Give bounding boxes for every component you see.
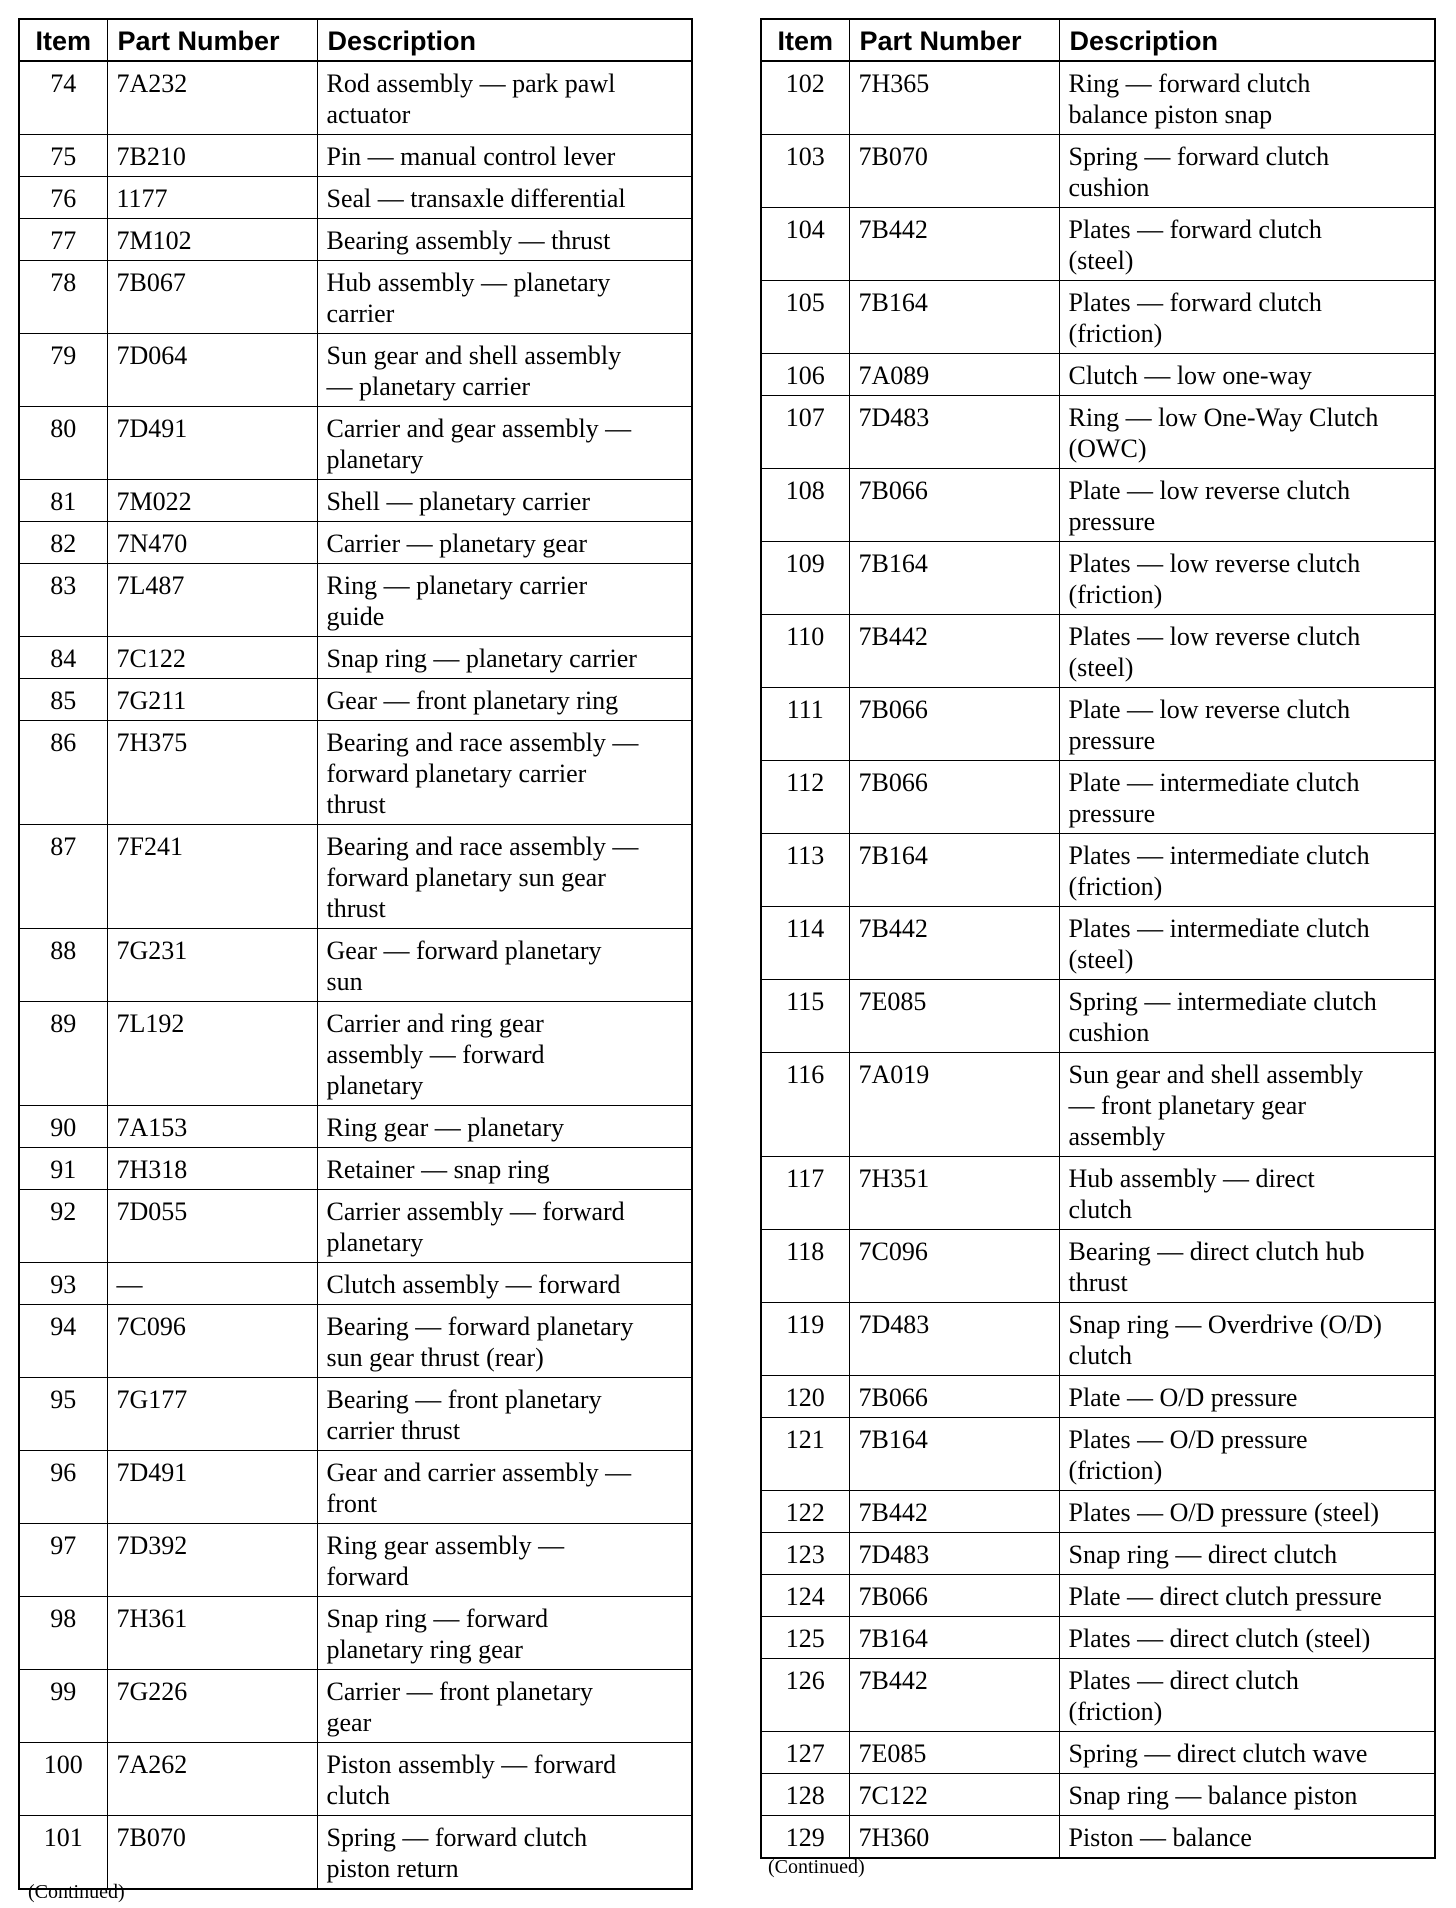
item-number-cell: 118 [761, 1230, 849, 1303]
description-cell: Sun gear and shell assembly — planetary carrier [317, 334, 692, 407]
table-row [19, 1002, 692, 1106]
part-number-cell: 7C096 [849, 1230, 1059, 1303]
part-number-cell: 7L192 [107, 1002, 317, 1106]
item-number-cell: 129 [761, 1816, 849, 1859]
table-row [761, 281, 1435, 354]
part-number-cell: — [107, 1263, 317, 1305]
table-row [19, 407, 692, 480]
item-number-cell: 75 [19, 135, 107, 177]
part-number-cell: 7H360 [849, 1816, 1059, 1859]
item-number-cell: 74 [19, 61, 107, 135]
table-row [761, 542, 1435, 615]
part-number-cell: 7H375 [107, 721, 317, 825]
part-number-cell: 7B442 [849, 208, 1059, 281]
part-number-cell: 7A153 [107, 1106, 317, 1148]
table-row [19, 721, 692, 825]
description-cell: Clutch assembly — forward [317, 1263, 692, 1305]
item-number-cell: 109 [761, 542, 849, 615]
description-cell: Bearing — forward planetary sun gear thrust (rear) [317, 1305, 692, 1378]
table-row [19, 261, 692, 334]
description-cell: Carrier — planetary gear [317, 522, 692, 564]
description-cell: Plate — intermediate clutch pressure [1059, 761, 1435, 834]
item-number-cell: 110 [761, 615, 849, 688]
column-header-part-number: Part Number [107, 19, 317, 61]
item-number-cell: 115 [761, 980, 849, 1053]
description-cell: Ring — planetary carrier guide [317, 564, 692, 637]
table-row [19, 61, 692, 135]
description-cell: Hub assembly — direct clutch [1059, 1157, 1435, 1230]
item-number-cell: 107 [761, 396, 849, 469]
part-number-cell: 7D483 [849, 1303, 1059, 1376]
item-number-cell: 119 [761, 1303, 849, 1376]
item-number-cell: 79 [19, 334, 107, 407]
description-cell: Bearing assembly — thrust [317, 219, 692, 261]
part-number-cell: 7B442 [849, 1659, 1059, 1732]
table-row [761, 834, 1435, 907]
part-number-cell: 7A232 [107, 61, 317, 135]
item-number-cell: 87 [19, 825, 107, 929]
description-cell: Snap ring — Overdrive (O/D) clutch [1059, 1303, 1435, 1376]
part-number-cell: 7D055 [107, 1190, 317, 1263]
part-number-cell: 7H351 [849, 1157, 1059, 1230]
table-row [761, 1816, 1435, 1859]
parts-table-right [760, 18, 1436, 1859]
part-number-cell: 7A262 [107, 1743, 317, 1816]
item-number-cell: 105 [761, 281, 849, 354]
table-row [19, 480, 692, 522]
table-header-row [19, 19, 692, 61]
description-cell: Plate — direct clutch pressure [1059, 1575, 1435, 1617]
item-number-cell: 92 [19, 1190, 107, 1263]
part-number-cell: 7A019 [849, 1053, 1059, 1157]
part-number-cell: 7B066 [849, 1575, 1059, 1617]
part-number-cell: 7C122 [849, 1774, 1059, 1816]
item-number-cell: 121 [761, 1418, 849, 1491]
item-number-cell: 112 [761, 761, 849, 834]
table-row [761, 1732, 1435, 1774]
description-cell: Spring — forward clutch cushion [1059, 135, 1435, 208]
item-number-cell: 89 [19, 1002, 107, 1106]
item-number-cell: 127 [761, 1732, 849, 1774]
description-cell: Piston assembly — forward clutch [317, 1743, 692, 1816]
item-number-cell: 90 [19, 1106, 107, 1148]
description-cell: Hub assembly — planetary carrier [317, 261, 692, 334]
part-number-cell: 1177 [107, 177, 317, 219]
part-number-cell: 7B070 [107, 1816, 317, 1890]
table-row [19, 1148, 692, 1190]
item-number-cell: 76 [19, 177, 107, 219]
description-cell: Spring — intermediate clutch cushion [1059, 980, 1435, 1053]
item-number-cell: 85 [19, 679, 107, 721]
item-number-cell: 91 [19, 1148, 107, 1190]
item-number-cell: 77 [19, 219, 107, 261]
part-number-cell: 7B164 [849, 281, 1059, 354]
description-cell: Plates — low reverse clutch (friction) [1059, 542, 1435, 615]
item-number-cell: 83 [19, 564, 107, 637]
part-number-cell: 7G177 [107, 1378, 317, 1451]
table-row [19, 1378, 692, 1451]
table-row [19, 564, 692, 637]
column-header-description: Description [317, 19, 692, 61]
table-row [19, 825, 692, 929]
table-row [761, 396, 1435, 469]
part-number-cell: 7D483 [849, 1533, 1059, 1575]
part-number-cell: 7B066 [849, 761, 1059, 834]
item-number-cell: 102 [761, 61, 849, 135]
table-row [761, 615, 1435, 688]
description-cell: Plate — O/D pressure [1059, 1376, 1435, 1418]
description-cell: Plates — forward clutch (steel) [1059, 208, 1435, 281]
description-cell: Plates — intermediate clutch (friction) [1059, 834, 1435, 907]
description-cell: Ring — low One-Way Clutch (OWC) [1059, 396, 1435, 469]
part-number-cell: 7B164 [849, 1617, 1059, 1659]
item-number-cell: 80 [19, 407, 107, 480]
part-number-cell: 7N470 [107, 522, 317, 564]
item-number-cell: 84 [19, 637, 107, 679]
table-row [19, 219, 692, 261]
part-number-cell: 7H361 [107, 1597, 317, 1670]
part-number-cell: 7L487 [107, 564, 317, 637]
item-number-cell: 106 [761, 354, 849, 396]
item-number-cell: 100 [19, 1743, 107, 1816]
part-number-cell: 7D483 [849, 396, 1059, 469]
part-number-cell: 7F241 [107, 825, 317, 929]
part-number-cell: 7D392 [107, 1524, 317, 1597]
table-row [761, 1774, 1435, 1816]
item-number-cell: 117 [761, 1157, 849, 1230]
table-row [19, 1524, 692, 1597]
item-number-cell: 113 [761, 834, 849, 907]
part-number-cell: 7B164 [849, 1418, 1059, 1491]
description-cell: Bearing — direct clutch hub thrust [1059, 1230, 1435, 1303]
column-header-part-number: Part Number [849, 19, 1059, 61]
description-cell: Clutch — low one-way [1059, 354, 1435, 396]
description-cell: Ring gear assembly — forward [317, 1524, 692, 1597]
table-row [19, 679, 692, 721]
description-cell: Rod assembly — park pawl actuator [317, 61, 692, 135]
part-number-cell: 7E085 [849, 980, 1059, 1053]
part-number-cell: 7H365 [849, 61, 1059, 135]
description-cell: Ring — forward clutch balance piston snap [1059, 61, 1435, 135]
item-number-cell: 88 [19, 929, 107, 1002]
description-cell: Plates — O/D pressure (steel) [1059, 1491, 1435, 1533]
table-row [761, 1053, 1435, 1157]
table-row [19, 1190, 692, 1263]
table-row [19, 1743, 692, 1816]
item-number-cell: 128 [761, 1774, 849, 1816]
parts-table-left-container [18, 18, 693, 1890]
part-number-cell: 7B067 [107, 261, 317, 334]
parts-table-right-container [760, 18, 1436, 1859]
parts-table-left-body [19, 61, 692, 1889]
part-number-cell: 7B066 [849, 469, 1059, 542]
table-row [761, 469, 1435, 542]
description-cell: Sun gear and shell assembly — front planetary gear assembly [1059, 1053, 1435, 1157]
item-number-cell: 120 [761, 1376, 849, 1418]
table-row [19, 637, 692, 679]
description-cell: Plate — low reverse clutch pressure [1059, 469, 1435, 542]
table-row [19, 177, 692, 219]
part-number-cell: 7M022 [107, 480, 317, 522]
table-row [761, 1617, 1435, 1659]
item-number-cell: 98 [19, 1597, 107, 1670]
description-cell: Carrier and gear assembly — planetary [317, 407, 692, 480]
part-number-cell: 7M102 [107, 219, 317, 261]
table-row [761, 1533, 1435, 1575]
part-number-cell: 7D491 [107, 407, 317, 480]
item-number-cell: 103 [761, 135, 849, 208]
table-row [761, 61, 1435, 135]
description-cell: Pin — manual control lever [317, 135, 692, 177]
description-cell: Plates — direct clutch (friction) [1059, 1659, 1435, 1732]
continued-note-right: (Continued) [768, 1856, 865, 1878]
table-row [19, 1451, 692, 1524]
table-row [761, 761, 1435, 834]
table-row [19, 334, 692, 407]
description-cell: Plates — direct clutch (steel) [1059, 1617, 1435, 1659]
item-number-cell: 93 [19, 1263, 107, 1305]
part-number-cell: 7G231 [107, 929, 317, 1002]
part-number-cell: 7B066 [849, 688, 1059, 761]
description-cell: Carrier assembly — forward planetary [317, 1190, 692, 1263]
part-number-cell: 7B442 [849, 615, 1059, 688]
description-cell: Plates — intermediate clutch (steel) [1059, 907, 1435, 980]
item-number-cell: 114 [761, 907, 849, 980]
part-number-cell: 7D064 [107, 334, 317, 407]
item-number-cell: 104 [761, 208, 849, 281]
table-row [761, 1575, 1435, 1617]
description-cell: Ring gear — planetary [317, 1106, 692, 1148]
table-row [19, 1263, 692, 1305]
part-number-cell: 7G226 [107, 1670, 317, 1743]
item-number-cell: 81 [19, 480, 107, 522]
item-number-cell: 101 [19, 1816, 107, 1890]
part-number-cell: 7E085 [849, 1732, 1059, 1774]
table-row [761, 354, 1435, 396]
table-row [19, 1597, 692, 1670]
description-cell: Seal — transaxle differential [317, 177, 692, 219]
description-cell: Plate — low reverse clutch pressure [1059, 688, 1435, 761]
table-row [19, 1106, 692, 1148]
table-row [761, 208, 1435, 281]
description-cell: Snap ring — planetary carrier [317, 637, 692, 679]
description-cell: Snap ring — direct clutch [1059, 1533, 1435, 1575]
part-number-cell: 7B442 [849, 1491, 1059, 1533]
description-cell: Bearing — front planetary carrier thrust [317, 1378, 692, 1451]
description-cell: Gear and carrier assembly — front [317, 1451, 692, 1524]
table-row [19, 135, 692, 177]
item-number-cell: 122 [761, 1491, 849, 1533]
description-cell: Bearing and race assembly — forward planetary carrier thrust [317, 721, 692, 825]
part-number-cell: 7B210 [107, 135, 317, 177]
table-row [761, 1418, 1435, 1491]
description-cell: Snap ring — balance piston [1059, 1774, 1435, 1816]
table-row [19, 1670, 692, 1743]
description-cell: Retainer — snap ring [317, 1148, 692, 1190]
item-number-cell: 94 [19, 1305, 107, 1378]
item-number-cell: 78 [19, 261, 107, 334]
item-number-cell: 123 [761, 1533, 849, 1575]
part-number-cell: 7C096 [107, 1305, 317, 1378]
table-row [19, 1305, 692, 1378]
table-row [761, 688, 1435, 761]
item-number-cell: 108 [761, 469, 849, 542]
part-number-cell: 7B070 [849, 135, 1059, 208]
item-number-cell: 97 [19, 1524, 107, 1597]
description-cell: Carrier and ring gear assembly — forward planetary [317, 1002, 692, 1106]
description-cell: Piston — balance [1059, 1816, 1435, 1859]
table-header-row [761, 19, 1435, 61]
table-row [19, 1816, 692, 1890]
table-row [761, 1303, 1435, 1376]
description-cell: Plates — low reverse clutch (steel) [1059, 615, 1435, 688]
part-number-cell: 7B164 [849, 834, 1059, 907]
description-cell: Bearing and race assembly — forward planetary sun gear thrust [317, 825, 692, 929]
description-cell: Spring — forward clutch piston return [317, 1816, 692, 1890]
item-number-cell: 125 [761, 1617, 849, 1659]
column-header-item: Item [761, 19, 849, 61]
description-cell: Plates — forward clutch (friction) [1059, 281, 1435, 354]
item-number-cell: 111 [761, 688, 849, 761]
part-number-cell: 7G211 [107, 679, 317, 721]
part-number-cell: 7B442 [849, 907, 1059, 980]
table-row [761, 1230, 1435, 1303]
column-header-item: Item [19, 19, 107, 61]
item-number-cell: 82 [19, 522, 107, 564]
description-cell: Carrier — front planetary gear [317, 1670, 692, 1743]
table-row [761, 1376, 1435, 1418]
description-cell: Snap ring — forward planetary ring gear [317, 1597, 692, 1670]
table-row [761, 1157, 1435, 1230]
part-number-cell: 7B164 [849, 542, 1059, 615]
item-number-cell: 126 [761, 1659, 849, 1732]
table-row [761, 1491, 1435, 1533]
description-cell: Gear — front planetary ring [317, 679, 692, 721]
part-number-cell: 7B066 [849, 1376, 1059, 1418]
part-number-cell: 7C122 [107, 637, 317, 679]
table-row [761, 980, 1435, 1053]
table-row [761, 1659, 1435, 1732]
item-number-cell: 99 [19, 1670, 107, 1743]
item-number-cell: 116 [761, 1053, 849, 1157]
item-number-cell: 86 [19, 721, 107, 825]
description-cell: Shell — planetary carrier [317, 480, 692, 522]
item-number-cell: 124 [761, 1575, 849, 1617]
table-row [19, 522, 692, 564]
continued-note-left: (Continued) [28, 1881, 125, 1903]
description-cell: Plates — O/D pressure (friction) [1059, 1418, 1435, 1491]
part-number-cell: 7D491 [107, 1451, 317, 1524]
table-row [19, 929, 692, 1002]
part-number-cell: 7A089 [849, 354, 1059, 396]
parts-table-left [18, 18, 693, 1890]
table-row [761, 135, 1435, 208]
parts-table-right-body [761, 61, 1435, 1858]
part-number-cell: 7H318 [107, 1148, 317, 1190]
description-cell: Spring — direct clutch wave [1059, 1732, 1435, 1774]
description-cell: Gear — forward planetary sun [317, 929, 692, 1002]
item-number-cell: 96 [19, 1451, 107, 1524]
column-header-description: Description [1059, 19, 1435, 61]
table-row [761, 907, 1435, 980]
item-number-cell: 95 [19, 1378, 107, 1451]
